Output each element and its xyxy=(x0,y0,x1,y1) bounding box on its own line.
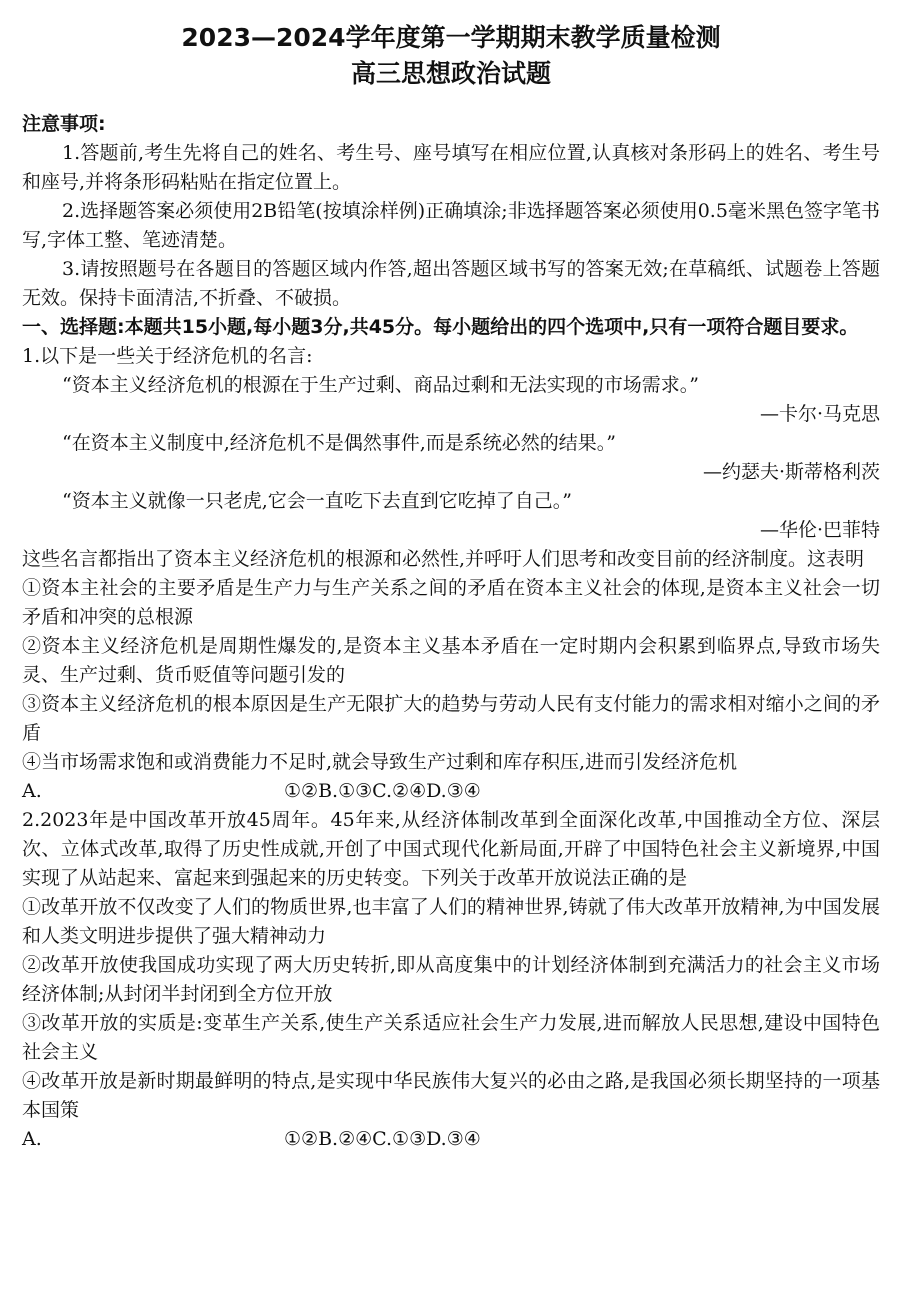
exam-title: 2023—2024学年度第一学期期末教学质量检测 xyxy=(181,23,721,52)
statement: ②改革开放使我国成功实现了两大历史转折,即从高度集中的计划经济体制到充满活力的社会主义市场经济体制;从封闭半封闭到全方位开放 xyxy=(22,954,880,1005)
statement: ③资本主义经济危机的根本原因是生产无限扩大的趋势与劳动人民有支付能力的需求相对缩小之间的矛盾 xyxy=(22,693,880,744)
option-label: A. xyxy=(22,780,42,802)
answer-options xyxy=(22,777,880,806)
quote-author: —华伦·巴菲特 xyxy=(759,519,880,541)
statement: ④当市场需求饱和或消费能力不足时,就会导致生产过剩和库存积压,进而引发经济危机 xyxy=(22,751,738,773)
options-text: ①②B.②④C.①③D.③④ xyxy=(284,1128,481,1150)
exam-subtitle: 高三思想政治试题 xyxy=(350,59,551,88)
options-text: ①②B.①③C.②④D.③④ xyxy=(284,780,481,802)
statement: ②资本主义经济危机是周期性爆发的,是资本主义基本矛盾在一定时期内会积累到临界点,导致市场失灵、生产过剩、货币贬值等问题引发的 xyxy=(22,635,880,686)
question-stem: 1.以下是一些关于经济危机的名言: xyxy=(22,345,313,367)
statement: ①改革开放不仅改变了人们的物质世界,也丰富了人们的精神世界,铸就了伟大改革开放精神,为中国发展和人类文明进步提供了强大精神动力 xyxy=(22,896,880,947)
notice-item: 2.选择题答案必须使用2B铅笔(按填涂样例)正确填涂;非选择题答案必须使用0.5毫米黑色签字笔书写,字体工整、笔迹清楚。 xyxy=(22,200,880,251)
quote-text: “资本主义经济危机的根源在于生产过剩、商品过剩和无法实现的市场需求。” xyxy=(62,374,699,396)
quote-author: —卡尔·马克思 xyxy=(759,403,880,425)
statement: ①资本主社会的主要矛盾是生产力与生产关系之间的矛盾在资本主义社会的体现,是资本主义社会一切矛盾和冲突的总根源 xyxy=(22,577,880,628)
quote-text: “在资本主义制度中,经济危机不是偶然事件,而是系统必然的结果。” xyxy=(62,432,617,454)
statement: ③改革开放的实质是:变革生产关系,使生产关系适应社会生产力发展,进而解放人民思想,建设中国特色社会主义 xyxy=(22,1012,880,1063)
statement: ④改革开放是新时期最鲜明的特点,是实现中华民族伟大复兴的必由之路,是我国必须长期坚持的一项基本国策 xyxy=(22,1070,880,1121)
exam-page xyxy=(22,20,880,1154)
option-label: A. xyxy=(22,1128,42,1150)
notice-heading: 注意事项: xyxy=(22,113,106,135)
question-lead: 这些名言都指出了资本主义经济危机的根源和必然性,并呼吁人们思考和改变目前的经济制度。这表明 xyxy=(22,548,865,570)
notice-item: 1.答题前,考生先将自己的姓名、考生号、座号填写在相应位置,认真核对条形码上的姓名、考生号和座号,并将条形码粘贴在指定位置上。 xyxy=(22,142,880,193)
section-heading: 一、选择题:本题共15小题,每小题3分,共45分。每小题给出的四个选项中,只有一项符合题目要求。 xyxy=(22,316,859,338)
answer-options xyxy=(22,1125,880,1154)
notice-item: 3.请按照题号在各题目的答题区域内作答,超出答题区域书写的答案无效;在草稿纸、试题卷上答题无效。保持卡面清洁,不折叠、不破损。 xyxy=(22,258,880,309)
quote-text: “资本主义就像一只老虎,它会一直吃下去直到它吃掉了自己。” xyxy=(62,490,572,512)
question-stem: 2.2023年是中国改革开放45周年。45年来,从经济体制改革到全面深化改革,中国推动全方位、深层次、立体式改革,取得了历史性成就,开创了中国式现代化新局面,开辟了中国特色社会主义新境界,中国实现了从站起来、富起来到强起来的历史转变。下列关于改革开放说法正确的是 xyxy=(22,809,880,889)
quote-author: —约瑟夫·斯蒂格利茨 xyxy=(702,461,880,483)
